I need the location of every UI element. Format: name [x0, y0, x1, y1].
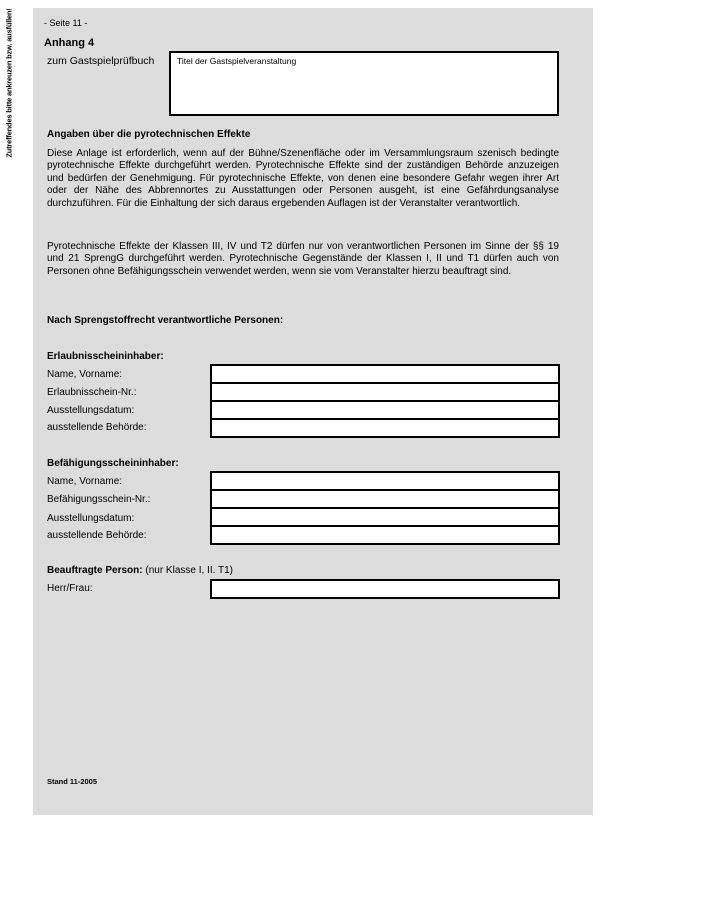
side-instruction-text: Zutreffendes bitte ankreuzen bzw. ausfüllen!	[4, 8, 14, 158]
appendix-subtitle: zum Gastspielprüfbuch	[47, 55, 155, 67]
commissioned-person-fields	[210, 579, 560, 599]
permit-date-input[interactable]	[212, 402, 558, 418]
permit-number-label: Erlaubnisschein-Nr.:	[47, 387, 137, 398]
permit-holder-fields	[210, 364, 560, 438]
qualification-date-input[interactable]	[212, 509, 558, 525]
pyro-section-heading: Angaben über die pyrotechnischen Effekte	[47, 129, 251, 140]
document-page	[33, 8, 593, 815]
commissioned-person-heading	[47, 565, 233, 576]
permit-name-label: Name, Vorname:	[47, 369, 123, 380]
permit-number-input[interactable]	[212, 384, 558, 400]
appendix-title: Anhang 4	[44, 37, 95, 49]
qualification-name-input[interactable]	[212, 473, 558, 489]
pyro-paragraph-2: Pyrotechnische Effekte der Klassen III, IV und T2 dürfen nur von verantwortlichen Personen im Sinne der §§ 19 und 21 SprengG durchgeführt werden. Pyrotechnische Gegenstände der Klassen I, II und T1 dürfen auch von Personen ohne Befähigungsschein verwendet werden, wenn sie vom Veranstalter hierzu beauftragt sind.	[47, 241, 559, 277]
event-title-label: Titel der Gastspielveranstaltung	[177, 56, 297, 66]
qualification-name-label: Name, Vorname:	[47, 476, 123, 487]
side-instruction	[3, 8, 15, 158]
commissioned-person-note: (nur Klasse I, II. T1)	[145, 565, 233, 576]
qualification-date-label: Ausstellungsdatum:	[47, 513, 135, 524]
qualification-authority-label: ausstellende Behörde:	[47, 530, 147, 541]
qualification-holder-heading: Befähigungsscheininhaber:	[47, 458, 179, 469]
version-stamp: Stand 11-2005	[47, 777, 98, 786]
permit-name-input[interactable]	[212, 366, 558, 382]
qualification-holder-fields	[210, 471, 560, 545]
page-number: - Seite 11 -	[44, 18, 88, 28]
qualification-authority-input[interactable]	[212, 527, 558, 543]
qualification-number-input[interactable]	[212, 491, 558, 507]
commissioned-person-title: Beauftragte Person:	[47, 565, 143, 576]
pyro-paragraph-1: Diese Anlage ist erforderlich, wenn auf der Bühne/Szenenfläche oder im Versammlungsraum szenisch bedingte pyrotechnische Effekte durchgeführt werden. Pyrotechnische Effekte sind der zuständigen Behörde anzuzeigen und bedürfen der Genehmigung. Für pyrotechnische Effekte, von denen eine besondere Gefahr wegen ihrer Art oder der Nähe des Abbrennortes zu Ausstattungen oder Personen ausgeht, ist eine Gefährdungsanalyse durchzuführen. Für die Einhaltung der sich daraus ergebenden Auflagen ist der Veranstalter verantwortlich.	[47, 148, 559, 209]
permit-holder-heading: Erlaubnisscheininhaber:	[47, 351, 164, 362]
commissioned-person-label: Herr/Frau:	[47, 583, 93, 594]
permit-authority-label: ausstellende Behörde:	[47, 422, 147, 433]
event-title-field[interactable]	[169, 51, 559, 116]
permit-date-label: Ausstellungsdatum:	[47, 405, 135, 416]
commissioned-person-input[interactable]	[212, 581, 558, 597]
permit-authority-input[interactable]	[212, 420, 558, 436]
qualification-number-label: Befähigungsschein-Nr.:	[47, 494, 151, 505]
responsible-persons-heading: Nach Sprengstoffrecht verantwortliche Personen:	[47, 315, 284, 326]
